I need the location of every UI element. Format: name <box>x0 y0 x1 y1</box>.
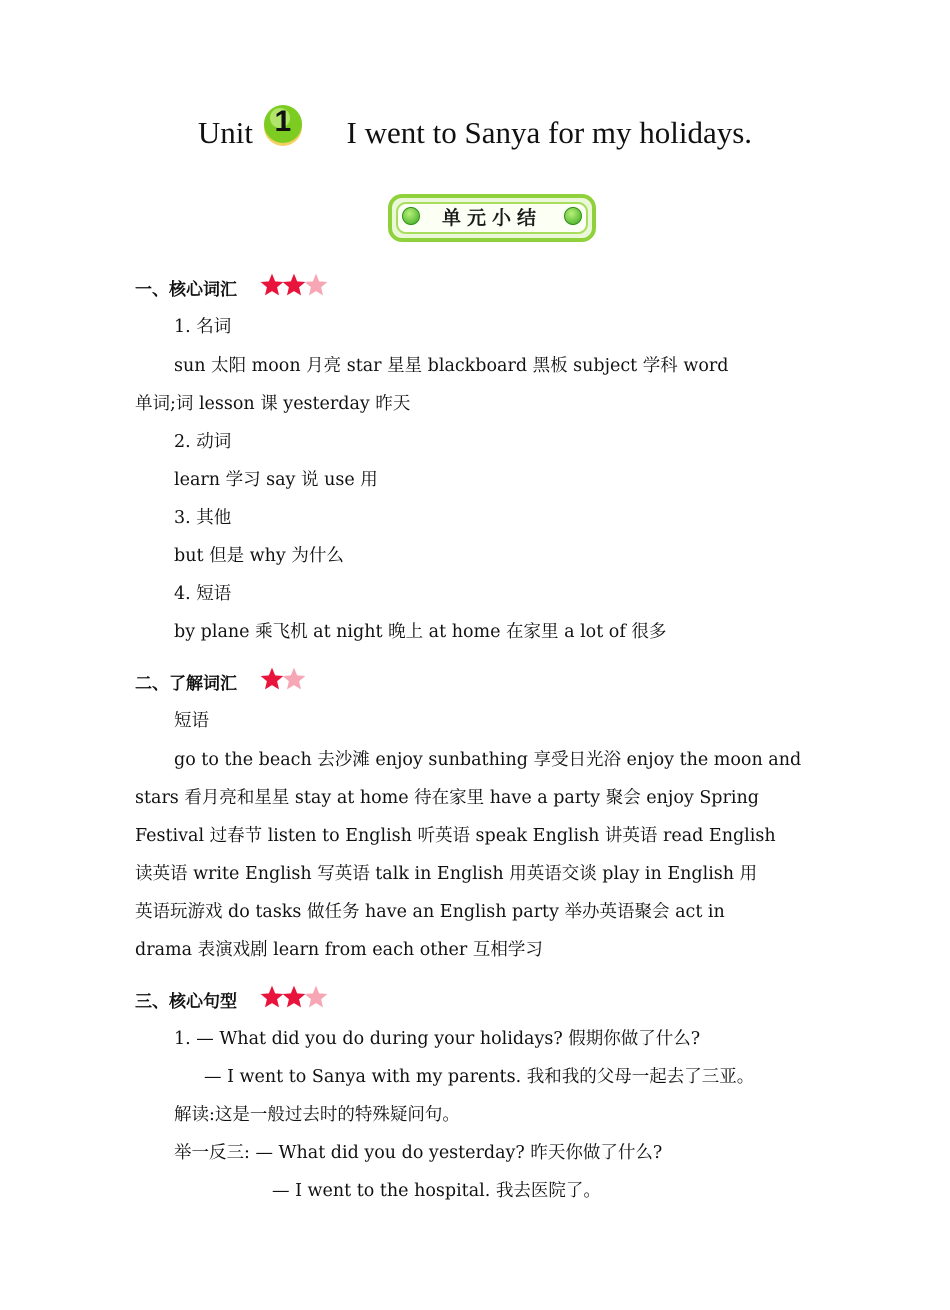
star-icon <box>281 666 307 692</box>
text-line: 解读:这是一般过去时的特殊疑问句。 <box>174 1105 460 1125</box>
unit-number: 1 <box>274 104 292 138</box>
unit-word: Unit <box>197 114 254 150</box>
unit-title <box>0 104 950 151</box>
text-line: go to the beach 去沙滩 enjoy sunbathing 享受日光浴 enjoy the moon and <box>174 750 802 770</box>
text-line: 英语玩游戏 do tasks 做任务 have an English party 举办英语聚会 act in <box>135 902 725 922</box>
text-line: 1. 名词 <box>174 317 232 337</box>
text-line: by plane 乘飞机 at night 晚上 at home 在家里 a lot of 很多 <box>174 622 667 642</box>
star-icon <box>303 984 329 1010</box>
section-heading-core-vocab: 一、核心词汇 <box>135 272 325 303</box>
text-line: but 但是 why 为什么 <box>174 546 344 566</box>
unit-heading: I went to Sanya for my holidays. <box>346 114 753 150</box>
rating-stars <box>259 666 303 697</box>
text-line: Festival 过春节 listen to English 听英语 speak English 讲英语 read English <box>135 826 776 846</box>
section-heading-understand-vocab: 二、了解词汇 <box>135 666 303 697</box>
text-line: 4. 短语 <box>174 584 232 604</box>
unit-number-badge-icon <box>263 103 309 149</box>
text-line: 2. 动词 <box>174 432 232 452</box>
text-line: 3. 其他 <box>174 508 232 528</box>
text-line: — I went to the hospital. 我去医院了。 <box>272 1181 601 1201</box>
text-line: — I went to Sanya with my parents. 我和我的父母一起去了三亚。 <box>204 1067 755 1087</box>
text-line: 读英语 write English 写英语 talk in English 用英语交谈 play in English 用 <box>135 864 758 884</box>
text-line: 1. — What did you do during your holidays? 假期你做了什么? <box>174 1029 701 1049</box>
star-icon <box>303 272 329 298</box>
rating-stars <box>259 272 325 303</box>
green-dot-icon <box>564 207 582 225</box>
text-line: learn 学习 say 说 use 用 <box>174 470 378 490</box>
text-line: 单词;词 lesson 课 yesterday 昨天 <box>135 394 411 414</box>
text-line: 短语 <box>174 711 209 731</box>
text-line: 举一反三: — What did you do yesterday? 昨天你做了什么? <box>174 1143 663 1163</box>
banner-label: 单元小结 <box>441 207 542 229</box>
unit-summary-banner <box>388 194 596 242</box>
text-line: sun 太阳 moon 月亮 star 星星 blackboard 黑板 subject 学科 word <box>174 356 729 376</box>
text-line: stars 看月亮和星星 stay at home 待在家里 have a party 聚会 enjoy Spring <box>135 788 759 808</box>
section-heading-core-sentences: 三、核心句型 <box>135 984 325 1015</box>
text-line: drama 表演戏剧 learn from each other 互相学习 <box>135 940 543 960</box>
rating-stars <box>259 984 325 1015</box>
